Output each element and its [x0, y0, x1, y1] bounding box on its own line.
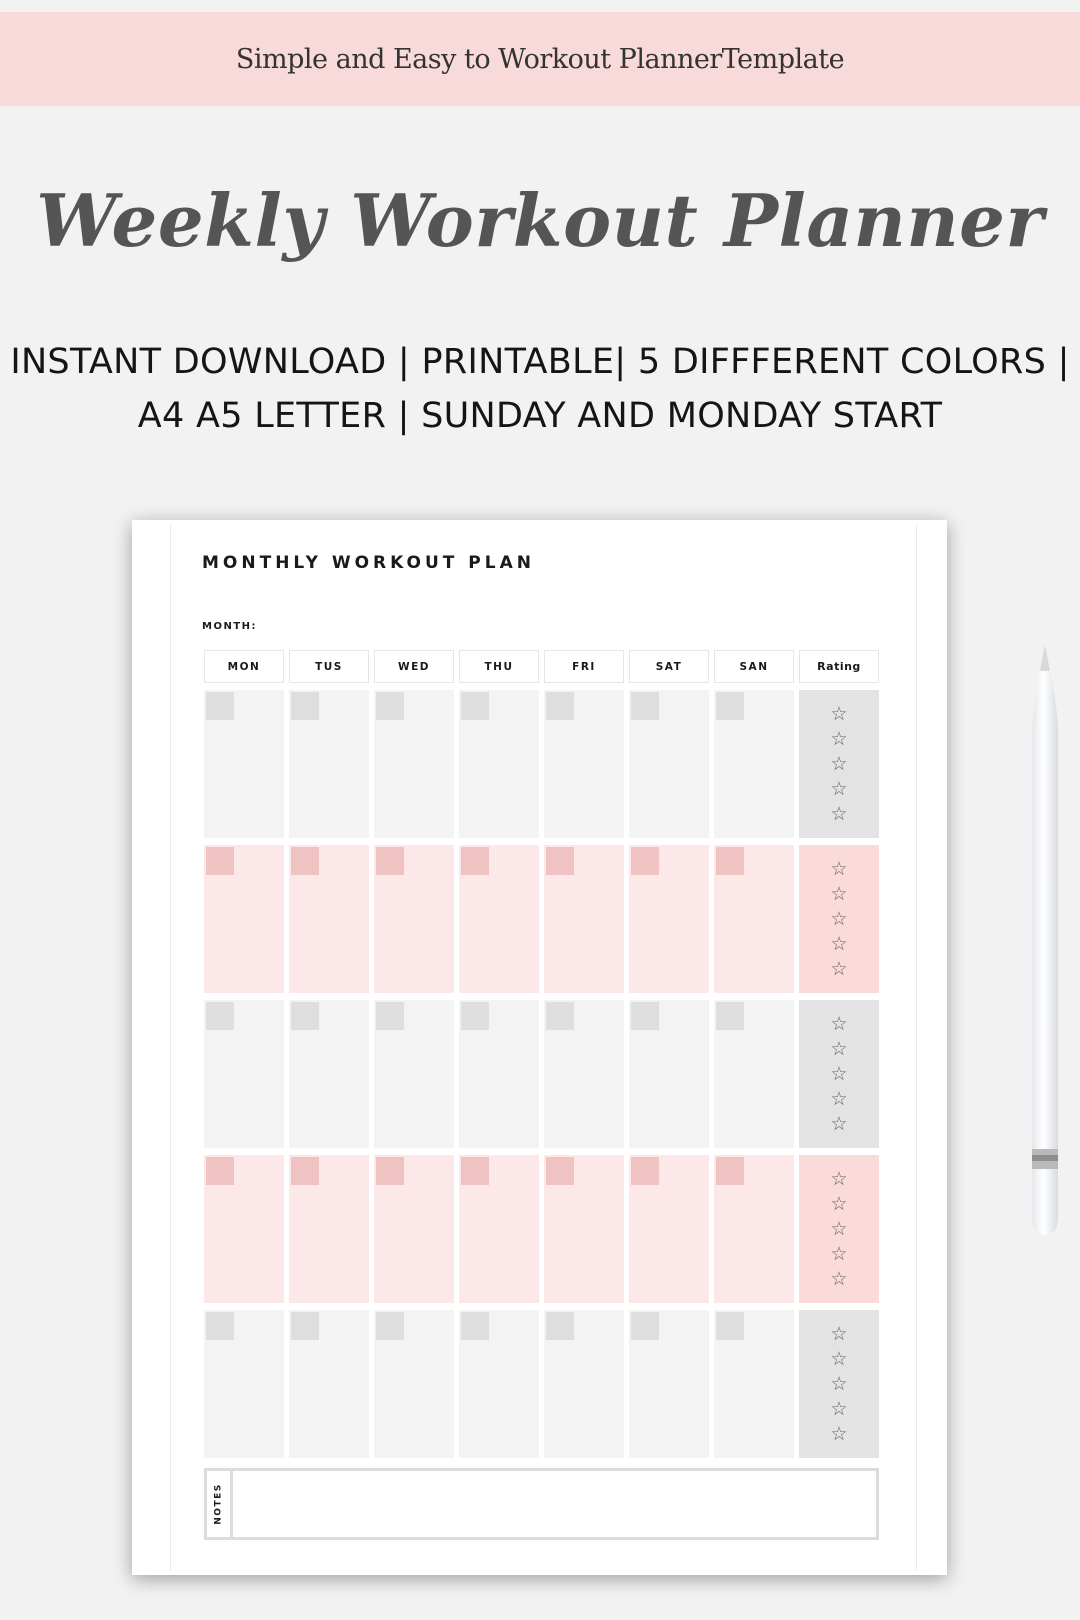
day-cell[interactable] [629, 1000, 709, 1148]
day-cell[interactable] [204, 1000, 284, 1148]
planner-rows [204, 690, 879, 1465]
day-cell[interactable] [629, 1310, 709, 1458]
star-icon[interactable]: ☆ [830, 1193, 848, 1215]
star-icon[interactable]: ☆ [830, 1063, 848, 1085]
star-icon[interactable]: ☆ [830, 1038, 848, 1060]
date-box [631, 847, 659, 875]
day-cell[interactable] [714, 845, 794, 993]
date-box [631, 1002, 659, 1030]
rating-cell [799, 845, 879, 993]
day-cell[interactable] [544, 1155, 624, 1303]
date-box [631, 692, 659, 720]
star-icon[interactable]: ☆ [830, 753, 848, 775]
star-icon[interactable]: ☆ [830, 1268, 848, 1290]
day-cell[interactable] [459, 690, 539, 838]
column-header-thu: THU [459, 650, 539, 683]
week-row [204, 1310, 879, 1458]
date-box [546, 847, 574, 875]
date-box [461, 1002, 489, 1030]
week-row [204, 1000, 879, 1148]
date-box [206, 1002, 234, 1030]
subtitle-line-2: A4 A5 LETTER | SUNDAY AND MONDAY START [137, 396, 943, 436]
week-row [204, 690, 879, 838]
star-icon[interactable]: ☆ [830, 703, 848, 725]
day-cell[interactable] [629, 690, 709, 838]
notes-box [204, 1468, 879, 1540]
column-header-fri: FRI [544, 650, 624, 683]
star-icon[interactable]: ☆ [830, 1423, 848, 1445]
star-icon[interactable]: ☆ [830, 803, 848, 825]
column-header-san: SAN [714, 650, 794, 683]
date-box [291, 1312, 319, 1340]
date-box [461, 1312, 489, 1340]
date-box [206, 1157, 234, 1185]
day-cell[interactable] [374, 1310, 454, 1458]
day-cell[interactable] [289, 690, 369, 838]
date-box [716, 1002, 744, 1030]
plan-heading: MONTHLY WORKOUT PLAN [202, 553, 535, 573]
day-cell[interactable] [374, 845, 454, 993]
star-icon[interactable]: ☆ [830, 1348, 848, 1370]
column-header-rating: Rating [799, 650, 879, 683]
star-icon[interactable]: ☆ [830, 858, 848, 880]
date-box [291, 1157, 319, 1185]
day-cell[interactable] [629, 845, 709, 993]
star-icon[interactable]: ☆ [830, 958, 848, 980]
day-cell[interactable] [459, 1000, 539, 1148]
day-cell[interactable] [374, 1155, 454, 1303]
date-box [716, 1312, 744, 1340]
page-title: Weekly Workout Planner [36, 178, 1044, 263]
star-icon[interactable]: ☆ [830, 933, 848, 955]
date-box [546, 1157, 574, 1185]
day-cell[interactable] [204, 1310, 284, 1458]
column-header-mon: MON [204, 650, 284, 683]
date-box [546, 1312, 574, 1340]
day-cell[interactable] [544, 690, 624, 838]
date-box [461, 847, 489, 875]
date-box [631, 1157, 659, 1185]
day-cell[interactable] [544, 1000, 624, 1148]
star-icon[interactable]: ☆ [830, 1373, 848, 1395]
day-cell[interactable] [459, 1310, 539, 1458]
star-icon[interactable]: ☆ [830, 1218, 848, 1240]
date-box [461, 1157, 489, 1185]
date-box [291, 847, 319, 875]
star-icon[interactable]: ☆ [830, 1323, 848, 1345]
month-label: MONTH: [202, 621, 258, 632]
star-icon[interactable]: ☆ [830, 778, 848, 800]
date-box [376, 847, 404, 875]
date-box [206, 1312, 234, 1340]
day-cell[interactable] [374, 1000, 454, 1148]
date-box [376, 1312, 404, 1340]
star-icon[interactable]: ☆ [830, 1088, 848, 1110]
star-icon[interactable]: ☆ [830, 728, 848, 750]
rating-cell [799, 1155, 879, 1303]
banner-text: Simple and Easy to Workout PlannerTemplate [235, 43, 845, 75]
day-cell[interactable] [544, 845, 624, 993]
day-cell[interactable] [289, 1155, 369, 1303]
pencil-icon [1028, 645, 1062, 1240]
day-cell[interactable] [204, 690, 284, 838]
date-box [376, 1002, 404, 1030]
rating-cell [799, 1310, 879, 1458]
date-box [546, 692, 574, 720]
star-icon[interactable]: ☆ [830, 1113, 848, 1135]
date-box [716, 1157, 744, 1185]
date-box [206, 847, 234, 875]
day-cell[interactable] [204, 845, 284, 993]
day-cell[interactable] [714, 690, 794, 838]
star-icon[interactable]: ☆ [830, 1398, 848, 1420]
day-cell[interactable] [289, 1310, 369, 1458]
day-cell[interactable] [374, 690, 454, 838]
date-box [546, 1002, 574, 1030]
subtitle-line-1: INSTANT DOWNLOAD | PRINTABLE| 5 DIFFFERENT COLORS | [10, 342, 1070, 382]
notes-label: NOTES [213, 1483, 224, 1525]
day-cell[interactable] [289, 1000, 369, 1148]
week-row [204, 1155, 879, 1303]
star-icon[interactable]: ☆ [830, 883, 848, 905]
date-box [461, 692, 489, 720]
date-box [716, 847, 744, 875]
day-cell[interactable] [714, 1310, 794, 1458]
date-box [291, 692, 319, 720]
date-box [206, 692, 234, 720]
week-row [204, 845, 879, 993]
day-cell[interactable] [459, 1155, 539, 1303]
column-header-wed: WED [374, 650, 454, 683]
day-cell[interactable] [714, 1000, 794, 1148]
date-box [376, 692, 404, 720]
column-header-sat: SAT [629, 650, 709, 683]
star-icon[interactable]: ☆ [830, 1168, 848, 1190]
day-cell[interactable] [544, 1310, 624, 1458]
star-icon[interactable]: ☆ [830, 1243, 848, 1265]
day-cell[interactable] [629, 1155, 709, 1303]
rating-cell [799, 690, 879, 838]
date-box [716, 692, 744, 720]
day-cell[interactable] [459, 845, 539, 993]
date-box [291, 1002, 319, 1030]
top-banner [0, 12, 1080, 106]
star-icon[interactable]: ☆ [830, 1013, 848, 1035]
column-header-tus: TUS [289, 650, 369, 683]
date-box [631, 1312, 659, 1340]
day-cell[interactable] [204, 1155, 284, 1303]
day-cell[interactable] [714, 1155, 794, 1303]
day-header-row [204, 650, 879, 683]
planner-sheet [132, 520, 947, 1575]
date-box [376, 1157, 404, 1185]
day-cell[interactable] [289, 845, 369, 993]
rating-cell [799, 1000, 879, 1148]
notes-tab [207, 1471, 233, 1537]
star-icon[interactable]: ☆ [830, 908, 848, 930]
